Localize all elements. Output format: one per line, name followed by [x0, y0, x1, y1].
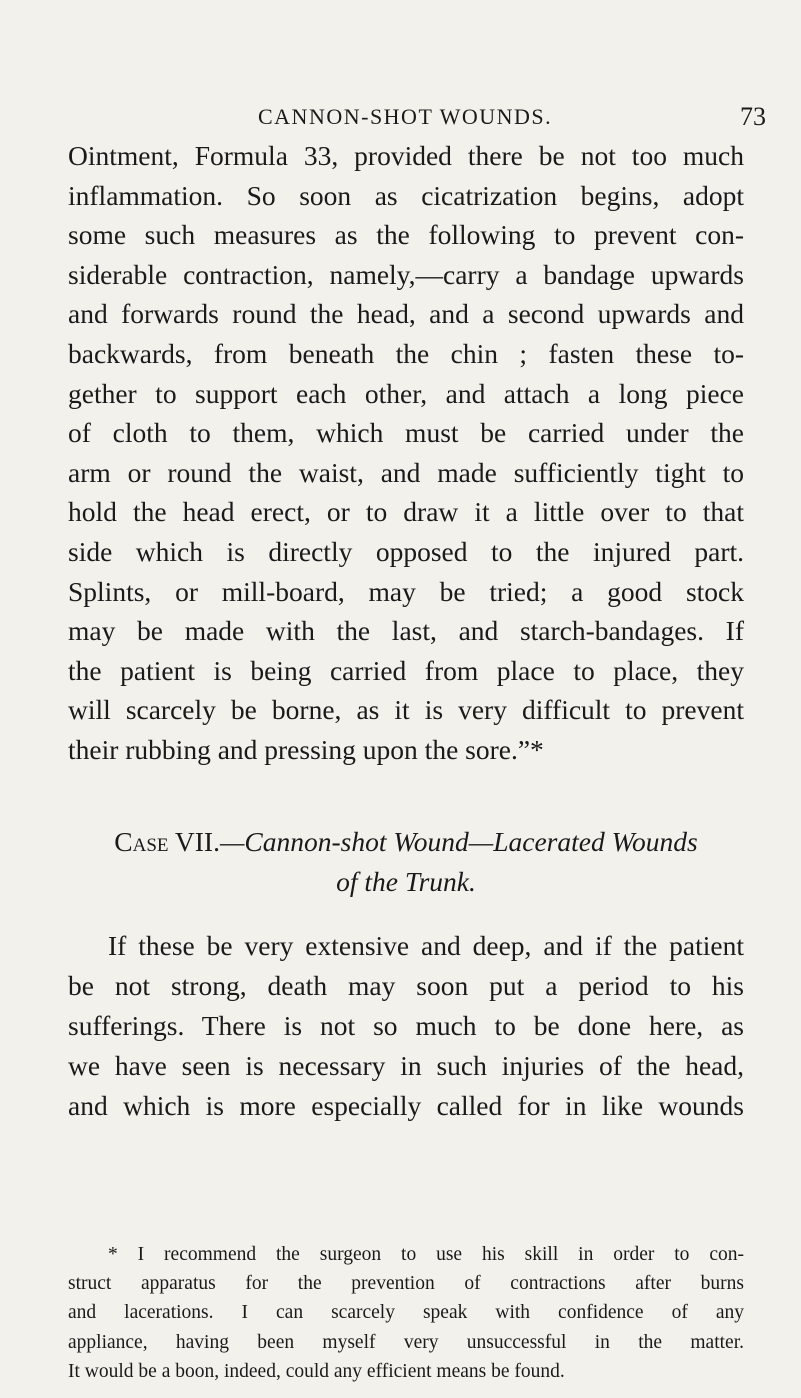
case-title: —Cannon-shot Wound—Lacerated Wounds: [219, 826, 698, 857]
footnote-line: * I recommend the surgeon to use his skill in order to con-: [108, 1244, 744, 1265]
text-line: the patient is being carried from place to place, they: [68, 654, 744, 686]
case-heading-line1: [68, 822, 744, 862]
text-line: Splints, or mill-board, may be tried; a good stock: [68, 575, 744, 607]
paragraph-ointment: [68, 136, 744, 770]
page-number: 73: [740, 102, 766, 131]
text-line: sufferings. There is not so much to be done here, as: [68, 1010, 744, 1041]
case-heading: [68, 822, 744, 902]
text-line: gether to support each other, and attach a long piece: [68, 377, 744, 409]
text-line: Ointment, Formula 33, provided there be not too much: [68, 140, 744, 171]
paragraph-trunk-wounds: [68, 926, 744, 1126]
text-line: and which is more especially called for in like wounds: [68, 1090, 744, 1121]
running-head: CANNON-SHOT WOUNDS.: [258, 104, 553, 129]
case-title-continued: of the Trunk.: [336, 866, 476, 897]
footnote: [68, 1240, 744, 1386]
text-line: may be made with the last, and starch-bandages. If: [68, 615, 744, 647]
text-line: will scarcely be borne, as it is very difficult to prevent: [68, 694, 744, 726]
text-line: hold the head erect, or to draw it a little over to that: [68, 496, 744, 528]
text-line: side which is directly opposed to the injured part.: [68, 535, 744, 567]
text-line: of cloth to them, which must be carried under the: [68, 417, 744, 449]
text-line: siderable contraction, namely,—carry a bandage upwards: [68, 258, 744, 290]
text-line: If these be very extensive and deep, and if the patient: [108, 930, 744, 961]
text-line: arm or round the waist, and made sufficiently tight to: [68, 456, 744, 488]
text-line: backwards, from beneath the chin ; fasten these to-: [68, 337, 744, 369]
text-line: we have seen is necessary in such injuries of the head,: [68, 1050, 744, 1081]
footnote-line: appliance, having been myself very unsuccessful in the matter.: [68, 1331, 744, 1353]
case-label: Case VII.: [114, 826, 220, 857]
text-line: be not strong, death may soon put a period to his: [68, 970, 744, 1001]
text-line: and forwards round the head, and a second upwards and: [68, 298, 744, 330]
footnote-line: struct apparatus for the prevention of contractions after burns: [68, 1273, 744, 1295]
text-line: inflammation. So soon as cicatrization begins, adopt: [68, 179, 744, 211]
text-line: some such measures as the following to prevent con-: [68, 219, 744, 251]
footnote-line: It would be a boon, indeed, could any efficient means be found.: [68, 1360, 565, 1382]
text-line: their rubbing and pressing upon the sore.”*: [68, 733, 544, 765]
footnote-line: and lacerations. I can scarcely speak with confidence of any: [68, 1302, 744, 1324]
